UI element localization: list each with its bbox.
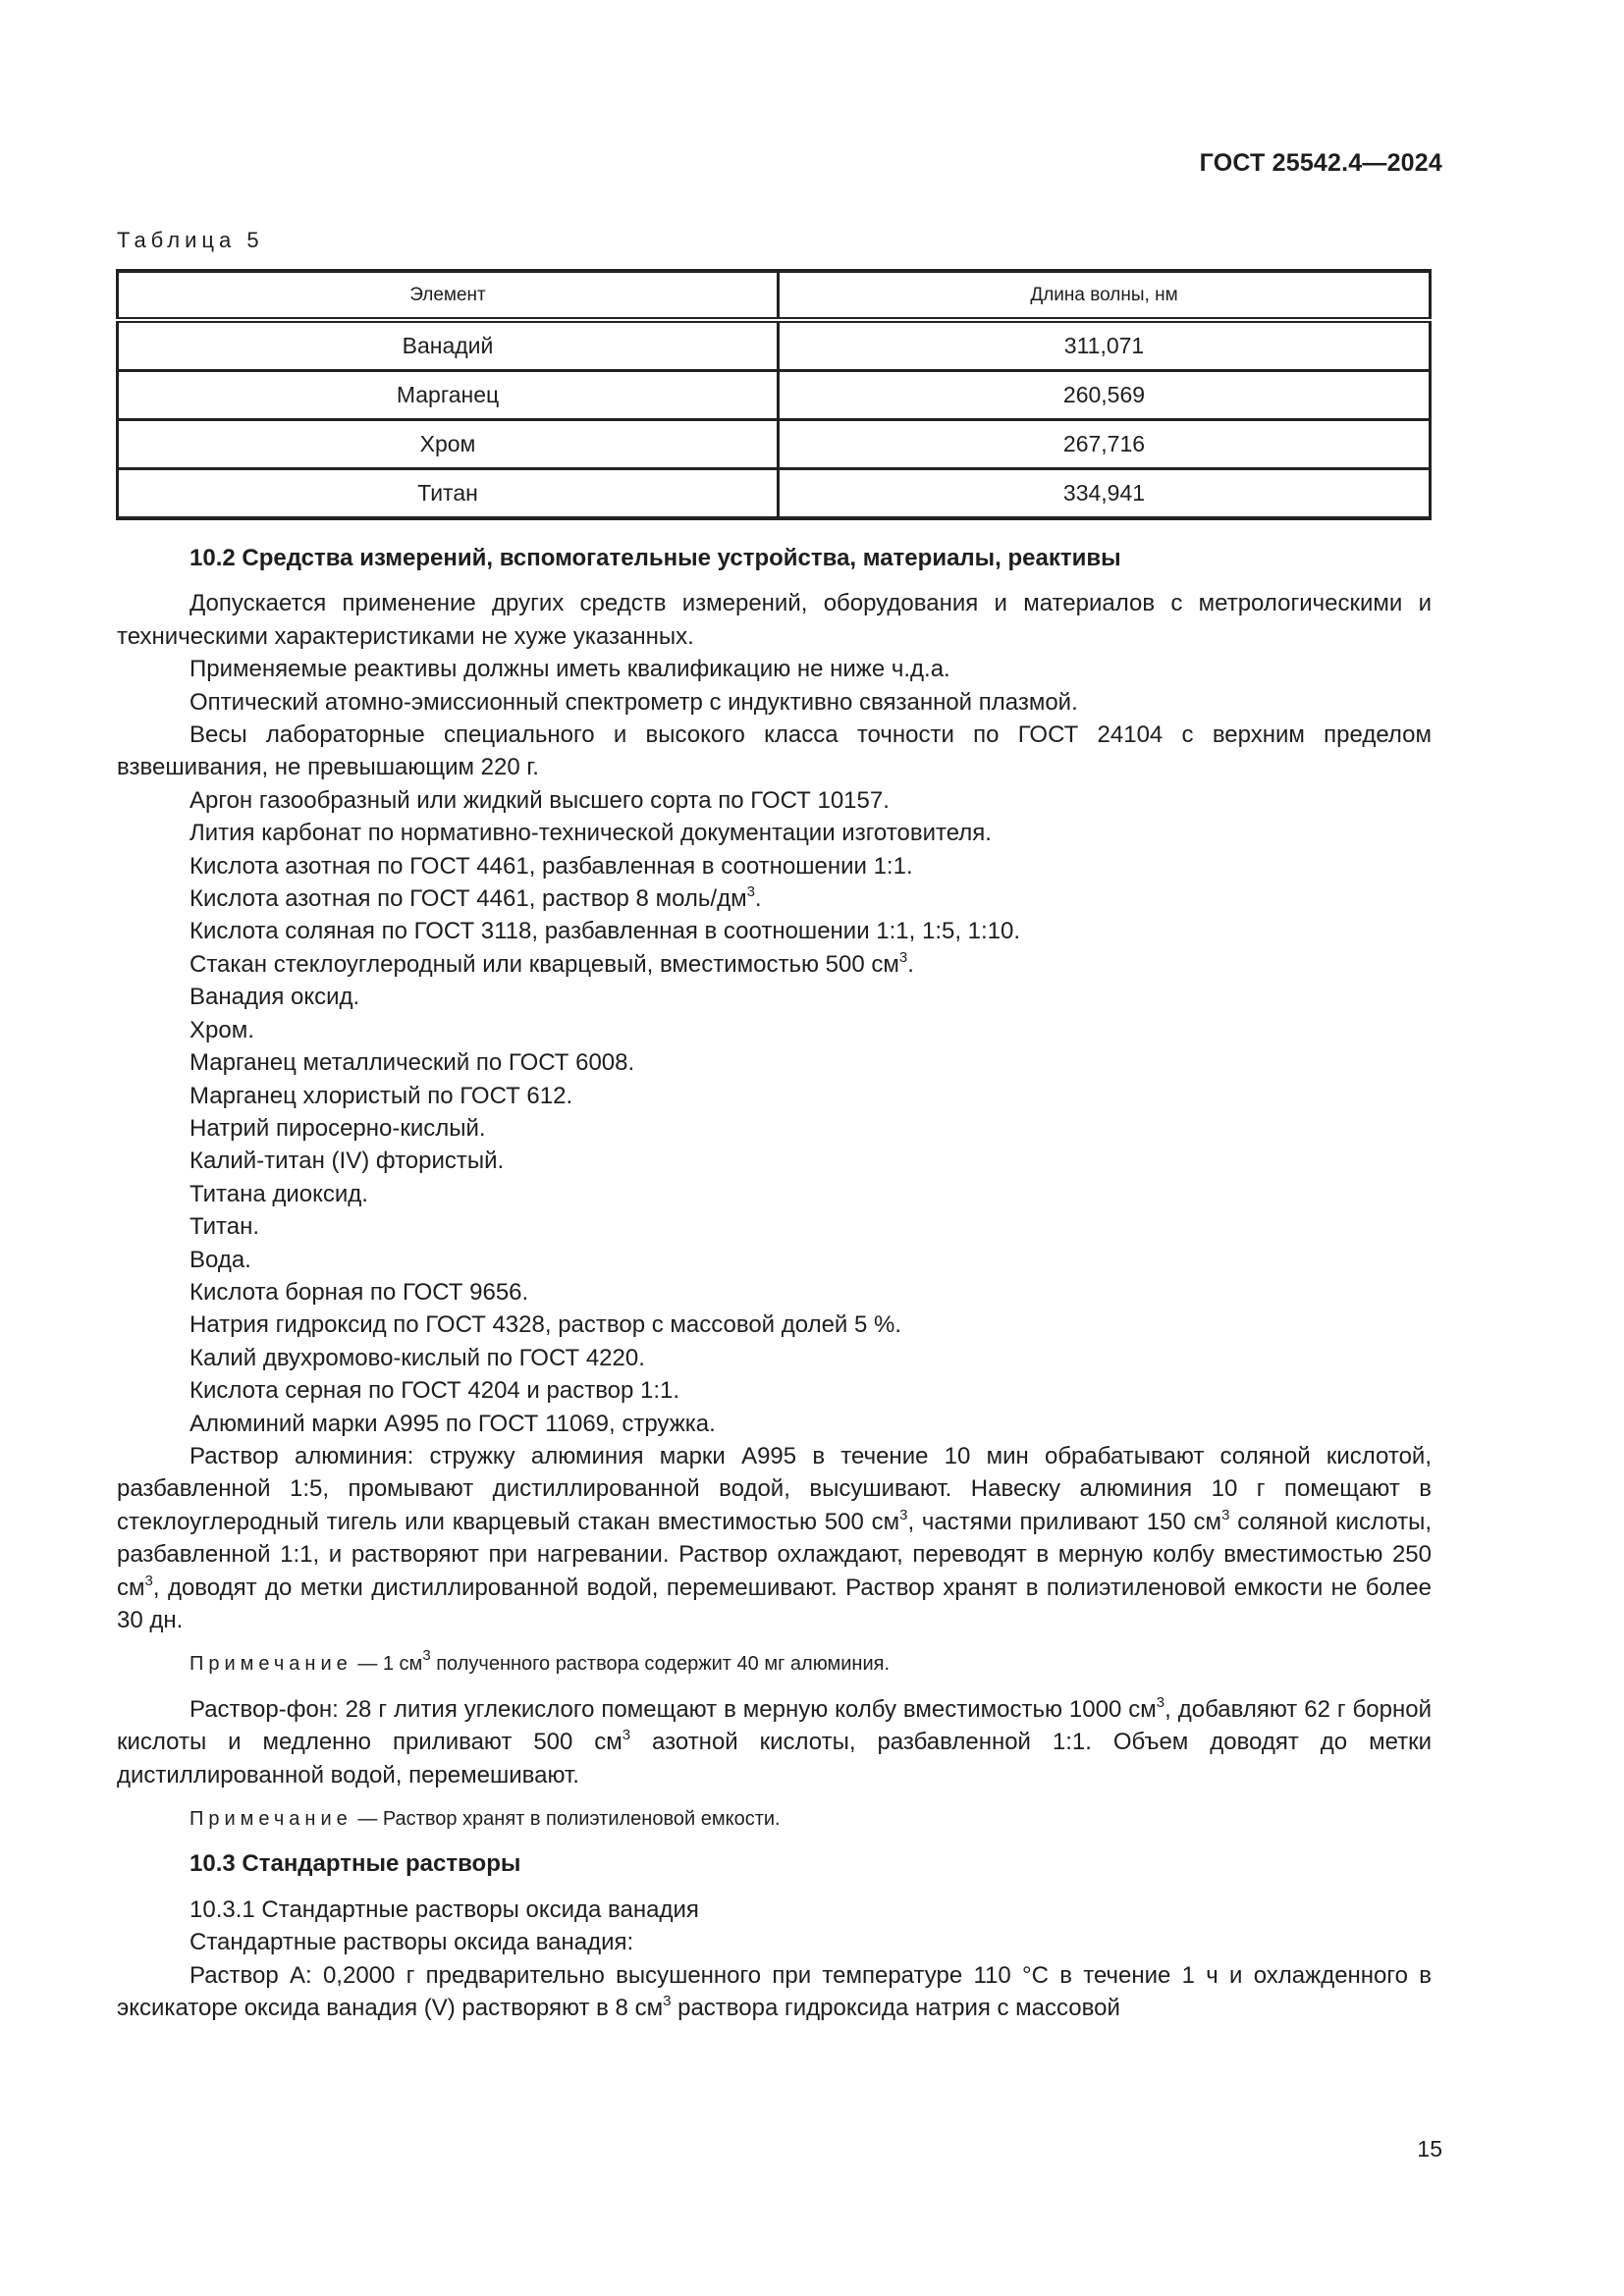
column-header-element: Элемент [118, 271, 779, 320]
text: Раствор А: 0,2000 г предварительно высушенного при температуре 110 °С в течение 1 ч и охлажденного в эксикаторе оксида ванадия (V) растворяют в 8 см [117, 1961, 1432, 2022]
list-item: Натрий пиросерно-кислый. [189, 1114, 486, 1142]
list-item: Марганец хлористый по ГОСТ 612. [189, 1082, 573, 1109]
cell-wavelength: 334,941 [779, 469, 1431, 519]
list-item: Лития карбонат по нормативно-технической документации изготовителя. [189, 820, 992, 847]
list-item: Марганец металлический по ГОСТ 6008. [189, 1049, 635, 1077]
note-1 [117, 1648, 1432, 1681]
list-item: Ванадия оксид. [189, 984, 360, 1011]
list-item [117, 882, 1432, 915]
aluminium-solution-paragraph [117, 1440, 1432, 1636]
text: , частями приливают 150 см [907, 1508, 1222, 1535]
list-item: Весы лабораторные специального и высокого класса точности по ГОСТ 24104 с верхним пределом взвешивания, не превышающим 220 г. [117, 721, 1432, 781]
list-item: Кислота соляная по ГОСТ 3118, разбавленная в соотношении 1:1, 1:5, 1:10. [189, 918, 1021, 945]
list-item: Кислота борная по ГОСТ 9656. [189, 1278, 529, 1306]
section-heading-10-2: 10.2 Средства измерений, вспомогательные устройства, материалы, реактивы [189, 545, 1121, 571]
list-item: Алюминий марки А995 по ГОСТ 11069, стружка. [189, 1410, 716, 1437]
cell-element: Титан [118, 469, 779, 519]
table-header-row [118, 271, 1431, 320]
background-solution-paragraph [117, 1693, 1432, 1791]
superscript: 3 [1156, 1693, 1165, 1711]
list-item: Натрия гидроксид по ГОСТ 4328, раствор с массовой долей 5 %. [189, 1311, 902, 1339]
superscript: 3 [422, 1647, 431, 1665]
text: полученного раствора содержит 40 мг алюминия. [430, 1653, 891, 1676]
superscript: 3 [622, 1727, 631, 1744]
text: Стакан стеклоуглеродный или кварцевый, вместимостью 500 см [189, 950, 899, 978]
superscript: 3 [898, 948, 908, 966]
document-code: ГОСТ 25542.4—2024 [1199, 149, 1442, 177]
text: . [907, 950, 914, 978]
table-row [118, 320, 1431, 371]
text: Кислота азотная по ГОСТ 4461, раствор 8 моль/дм [189, 885, 747, 913]
list-item: Кислота азотная по ГОСТ 4461, разбавленная в соотношении 1:1. [189, 852, 913, 880]
text: раствора гидроксида натрия с массовой [671, 1995, 1120, 2022]
text: азотной кислоты, разбавленной 1:1. Объем доводят до метки дистиллированной водой, перемешивают. [117, 1729, 1433, 1789]
list-item: Калий двухромово-кислый по ГОСТ 4220. [189, 1344, 645, 1371]
note-label: Примечание [189, 1653, 352, 1676]
table-caption: Таблица 5 [117, 228, 264, 252]
list-item [117, 948, 1432, 981]
table-row [118, 371, 1431, 420]
table-row [118, 420, 1431, 469]
superscript: 3 [746, 883, 755, 901]
text: соляной кислоты, разбавленной 1:1, и растворяют при нагревании. Раствор охлаждают, переводят в мерную колбу вместимостью 250 см [117, 1508, 1432, 1601]
cell-element: Ванадий [118, 320, 779, 371]
paragraph: Допускается применение других средств измерений, оборудования и материалов с метрологическими и техническими характеристиками не хуже указанных. [117, 590, 1432, 650]
list-item: Вода. [189, 1246, 251, 1273]
section-heading-10-3: 10.3 Стандартные растворы [189, 1850, 521, 1878]
superscript: 3 [144, 1572, 153, 1589]
note-label: Примечание [189, 1808, 352, 1831]
note-2 [117, 1803, 1432, 1836]
cell-element: Марганец [118, 371, 779, 420]
list-item: Кислота серная по ГОСТ 4204 и раствор 1:1. [189, 1377, 680, 1405]
text: — 1 см [352, 1653, 423, 1676]
list-item: Аргон газообразный или жидкий высшего сорта по ГОСТ 10157. [189, 786, 890, 814]
list-item: Титан. [189, 1213, 260, 1241]
column-header-wavelength: Длина волны, нм [779, 271, 1431, 320]
subsection-heading-10-3-1: 10.3.1 Стандартные растворы оксида ванадия [189, 1896, 699, 1923]
superscript: 3 [899, 1506, 908, 1523]
document-body [117, 542, 1432, 2024]
list-item: Оптический атомно-эмиссионный спектрометр с индуктивно связанной плазмой. [189, 688, 1078, 716]
list-item: Титана диоксид. [189, 1180, 368, 1207]
text: Раствор-фон: 28 г лития углекислого помещают в мерную колбу вместимостью 1000 см [189, 1695, 1157, 1723]
text: — Раствор хранят в полиэтиленовой емкости. [352, 1808, 781, 1831]
list-item: Применяемые реактивы должны иметь квалификацию не ниже ч.д.а. [189, 656, 950, 683]
cell-wavelength: 267,716 [779, 420, 1431, 469]
table-row [118, 469, 1431, 519]
cell-element: Хром [118, 420, 779, 469]
text: , доводят до метки дистиллированной водой, перемешивают. Раствор хранят в полиэтиленовой емкости не более 30 дн. [117, 1574, 1432, 1633]
cell-wavelength: 260,569 [779, 371, 1431, 420]
solution-a-paragraph [117, 1959, 1432, 2025]
superscript: 3 [1221, 1506, 1230, 1523]
wavelength-table [116, 269, 1432, 520]
paragraph: Стандартные растворы оксида ванадия: [189, 1929, 634, 1956]
page-number: 15 [1417, 2136, 1442, 2162]
text: Раствор алюминия: стружку алюминия марки А995 в течение 10 мин обрабатывают соляной кислотой, разбавленной 1:5, промывают дистиллированной водой, высушивают. Навеску алюминия 10 г помещают в стеклоуглеродный тигель или кварцевый стакан вместимостью 500 см [117, 1442, 1432, 1535]
superscript: 3 [663, 1993, 672, 2010]
text: , добавляют 62 г борной кислоты и медленно приливают 500 см [117, 1695, 1433, 1756]
text: . [754, 885, 762, 913]
list-item: Хром. [189, 1016, 254, 1043]
list-item: Калий-титан (IV) фтористый. [189, 1148, 505, 1175]
cell-wavelength: 311,071 [779, 320, 1431, 371]
